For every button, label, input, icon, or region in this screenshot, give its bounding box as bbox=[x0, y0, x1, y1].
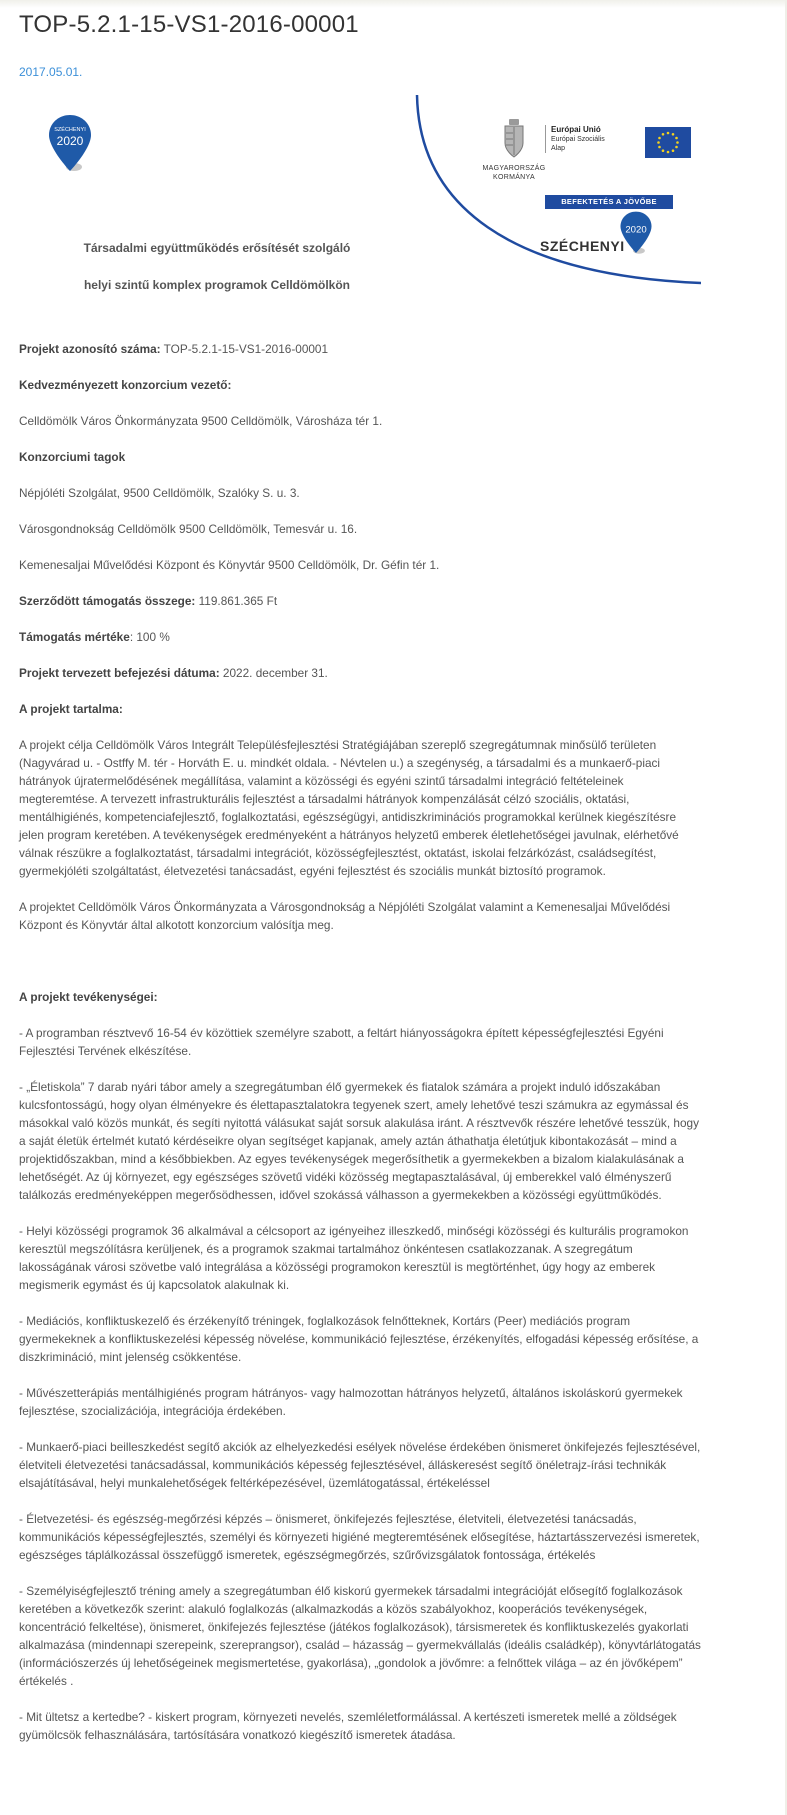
page-title: TOP-5.2.1-15-VS1-2016-00001 bbox=[19, 11, 359, 38]
hungarian-crest-icon bbox=[502, 119, 526, 159]
activities-label: A projekt tevékenységei: bbox=[19, 990, 158, 1004]
support-row bbox=[19, 592, 701, 610]
end-date-row bbox=[19, 664, 701, 682]
gov-name-line1: MAGYARORSZÁG bbox=[482, 165, 546, 172]
spacer bbox=[19, 952, 701, 988]
eu-title: Európai Unió bbox=[551, 125, 601, 134]
project-banner bbox=[19, 95, 701, 305]
pin-year: 2020 bbox=[56, 134, 84, 148]
content-label: A projekt tartalma: bbox=[19, 702, 123, 716]
activity-9: - Mit ültetsz a kertedbe? - kiskert program, környezeti nevelés, szemléletformálással. A kertészeti ismeretek mellé a zöldségek gyümölcsök felhasználására, tartósítására vonatkozó kiegészítő ismeretek átadása. bbox=[19, 1710, 677, 1742]
end-date-label: Projekt tervezett befejezési dátuma: bbox=[19, 666, 220, 680]
top-edge bbox=[0, 0, 787, 8]
activity-8: - Személyiségfejlesztő tréning amely a szegregátumban élő kiskorú gyermekek társadalmi integrációját elősegítő foglalkozások keretében a következők szerint: alakuló foglalkozás (alkalmazkodás a közös szabályokhoz, kooperációs tevékenységek, koncentráció felkeltése), önismeret, önkifejezés fejlesztése (játékos foglalkozások), társismeretek és konfliktuskezelés gyakorlati alkalmazása (mindennapi szerepeink, szereprangsor), család – házasság – gyermekvállalás (ideális családkép), könyvtárlátogatás (információszerzés új lehetőségeinek megismertetése, gyakorlása), „gondolok a jövőmre: a felnőttek világa – az én jövőképem” értékelés . bbox=[19, 1584, 701, 1688]
invest-in-future-label: BEFEKTETÉS A JÖVŐBE bbox=[545, 195, 673, 209]
publish-date[interactable]: 2017.05.01. bbox=[19, 65, 83, 79]
activity-4: - Mediációs, konfliktuskezelő és érzékenyítő tréningek, foglalkozások felnőtteknek, Kortárs (Peer) mediációs program gyermekeknek a konfliktuskezelési képesség növelése, kommunikáció fejlesztése, érzékenyítés, elfogadási képesség erősítése, a diszkrimináció, mint jelenség csökkentése. bbox=[19, 1314, 699, 1364]
activity-1: - A programban résztvevő 16-54 év közöttiek személyre szabott, a feltárt hiányosságokra épített képességfejlesztési Egyéni Fejlesztési Tervének elkészítése. bbox=[19, 1026, 664, 1058]
activities-label-row bbox=[19, 988, 701, 1006]
support-value: 119.861.365 Ft bbox=[195, 594, 278, 608]
activity-2: - „Életiskola” 7 darab nyári tábor amely a szegregátumban élő gyermekek és fiatalok számára a projekt induló időszakában kulcsfontosságú, hogy olyan élményekre és élettapasztalatokra tegyenek szert, amely lehetővé teszi számukra az egymással és másokkal való közös munkát, és segíti nyitottá válásukat saját sorsuk alakulása iránt. A résztvevők részére lehetővé tesszük, hogy a saját életük értelmét kutató kérdéseikre olyan segítséget kapjanak, amely aztán áthathatja életútjuk kibontakozását – mind a projektidőszakban, mind a későbbiekben. Az egyes tevékenységek megerősíthetik a gyermekekben a bizalom kialakulásának a lehetőségét. Az új környezet, egy egészséges szövetű vidéki közösség megtapasztalásával, új emberekkel való élményszerű találkozás eredményeképpen megerősödhessen, idővel szokássá válhasson a gyermekekben a közösségi együttműködés. bbox=[19, 1080, 699, 1202]
activity-6: - Munkaerő-piaci beilleszkedést segítő akciók az elhelyezkedési esélyek növelése érdekében önismeret önkifejezés fejlesztésével, életviteli életvezetési tanácsadással, kommunikációs képesség fejlesztésével, álláskeresést segítő önéletrajz-írási technikák elsajátításával, helyi munkalehetőségek feltérképezésével, üzemlátogatással, értékeléssel bbox=[19, 1440, 701, 1490]
eu-fund-text bbox=[545, 125, 623, 153]
activity-7: - Életvezetési- és egészség-megőrzési képzés – önismeret, önkifejezés fejlesztése, életviteli, életvezetési tanácsadás, kommunikációs képességfejlesztés, személyi és környezeti higiéné megteremtésének elősegítése, háztartásszervezési ismeretek, egészséges táplálkozással összefüggő ismeretek, egészségmegőrzés, szűrővizsgálatok fontossága, értékelés bbox=[19, 1512, 700, 1562]
szechenyi-wordmark: SZÉCHENYI bbox=[540, 238, 625, 254]
government-logo bbox=[474, 119, 554, 182]
program-title-line2: helyi szintű komplex programok Celldömölkön bbox=[83, 278, 351, 292]
lead-label: Kedvezményezett konzorcium vezető: bbox=[19, 378, 232, 392]
lead-label-row bbox=[19, 376, 701, 394]
lead-value: Celldömölk Város Önkormányzata 9500 Celldömölk, Városháza tér 1. bbox=[19, 414, 383, 428]
gov-name-line2: KORMÁNYA bbox=[493, 174, 535, 181]
activity-3: - Helyi közösségi programok 36 alkalmával a célcsoport az igényeihez illeszkedő, minőségi közösségi és kulturális programokon keresztül megszólításra kerüljenek, és a programok szakmai tartalmához önkéntesen csatlakozzanak. A szegregátum lakosságának városi szövetbe való integrálása a közösségi programokon keresztül is megtörténhet, úgy hogy az emberek megismerik egymást és új kapcsolatok alakulnak ki. bbox=[19, 1224, 689, 1292]
member-1: Népjóléti Szolgálat, 9500 Celldömölk, Szalóky S. u. 3. bbox=[19, 486, 300, 500]
project-id-label: Projekt azonosító száma: bbox=[19, 342, 161, 356]
rate-label: Támogatás mértéke bbox=[19, 630, 130, 644]
rate-value: : 100 % bbox=[129, 630, 170, 644]
pin-label: SZÉCHENYI bbox=[54, 127, 86, 133]
content-label-row bbox=[19, 700, 701, 718]
members-label-row bbox=[19, 448, 701, 466]
eu-flag-icon bbox=[645, 127, 691, 158]
project-id-row bbox=[19, 340, 701, 358]
project-id-value: TOP-5.2.1-15-VS1-2016-00001 bbox=[160, 342, 329, 356]
rate-row bbox=[19, 628, 701, 646]
szechenyi-2020-pin-icon bbox=[47, 113, 93, 175]
szechenyi-2020-pin-large-icon bbox=[619, 210, 653, 256]
project-details bbox=[19, 340, 701, 1762]
program-title-line1: Társadalmi együttműködés erősítését szolgáló bbox=[83, 241, 351, 255]
activity-5: - Művészetterápiás mentálhigiénés program hátrányos- vagy halmozottan hátrányos helyzetű, általános iskoláskorú gyermekek fejlesztése, szocializációja, integrációja érdekében. bbox=[19, 1386, 683, 1418]
pin-large-year: 2020 bbox=[625, 224, 647, 236]
member-2: Városgondnokság Celldömölk 9500 Celldömölk, Temesvár u. 16. bbox=[19, 522, 358, 536]
content-paragraph-2: A projektet Celldömölk Város Önkormányzata a Városgondnokság a Népjóléti Szolgálat valamint a Kemenesaljai Művelődési Központ és Könyvtár által alkotott konzorcium valósítja meg. bbox=[19, 900, 671, 932]
members-label: Konzorciumi tagok bbox=[19, 450, 126, 464]
eu-fund-line2: Alap bbox=[551, 145, 566, 152]
end-date-value: 2022. december 31. bbox=[219, 666, 328, 680]
eu-fund-line1: Európai Szociális bbox=[551, 136, 605, 143]
support-label: Szerződött támogatás összege: bbox=[19, 594, 196, 608]
member-3: Kemenesaljai Művelődési Központ és Könyvtár 9500 Celldömölk, Dr. Géfin tér 1. bbox=[19, 558, 440, 572]
content-paragraph-1: A projekt célja Celldömölk Város Integrált Településfejlesztési Stratégiájában szereplő szegregátumnak minősülő területen (Nagyvárad u. - Ostffy M. tér - Horváth E. u. mindkét oldala. - Névtelen u.) a szegénység, a társadalmi és a munkaerő-piaci hátrányok újratermelődésének megállítása, valamint a közösségi és egyéni szintű társadalmi integráció feltételeinek megteremtése. A tervezett infrastrukturális fejlesztést a társadalmi hátrányok kompenzálását célzó szociális, oktatási, mentálhigiénés, kompetenciafejlesztő, foglalkoztatási, egészségügyi, antidiszkriminációs programokkal kerülnek kiegészítésre jelen program keretében. A tevékenységek eredményeként a hátrányos helyzetű emberek életlehetőségei javulnak, elérhetővé válnak részükre a foglalkoztatást, társadalmi integrációt, közösségfejlesztést, oktatást, iskolai felzárkózást, családsegítést, gyermekjóléti szolgáltatást, életvezetési tanácsadást, egyéni fejlesztést és szociális munkát biztosító programok. bbox=[19, 738, 679, 878]
